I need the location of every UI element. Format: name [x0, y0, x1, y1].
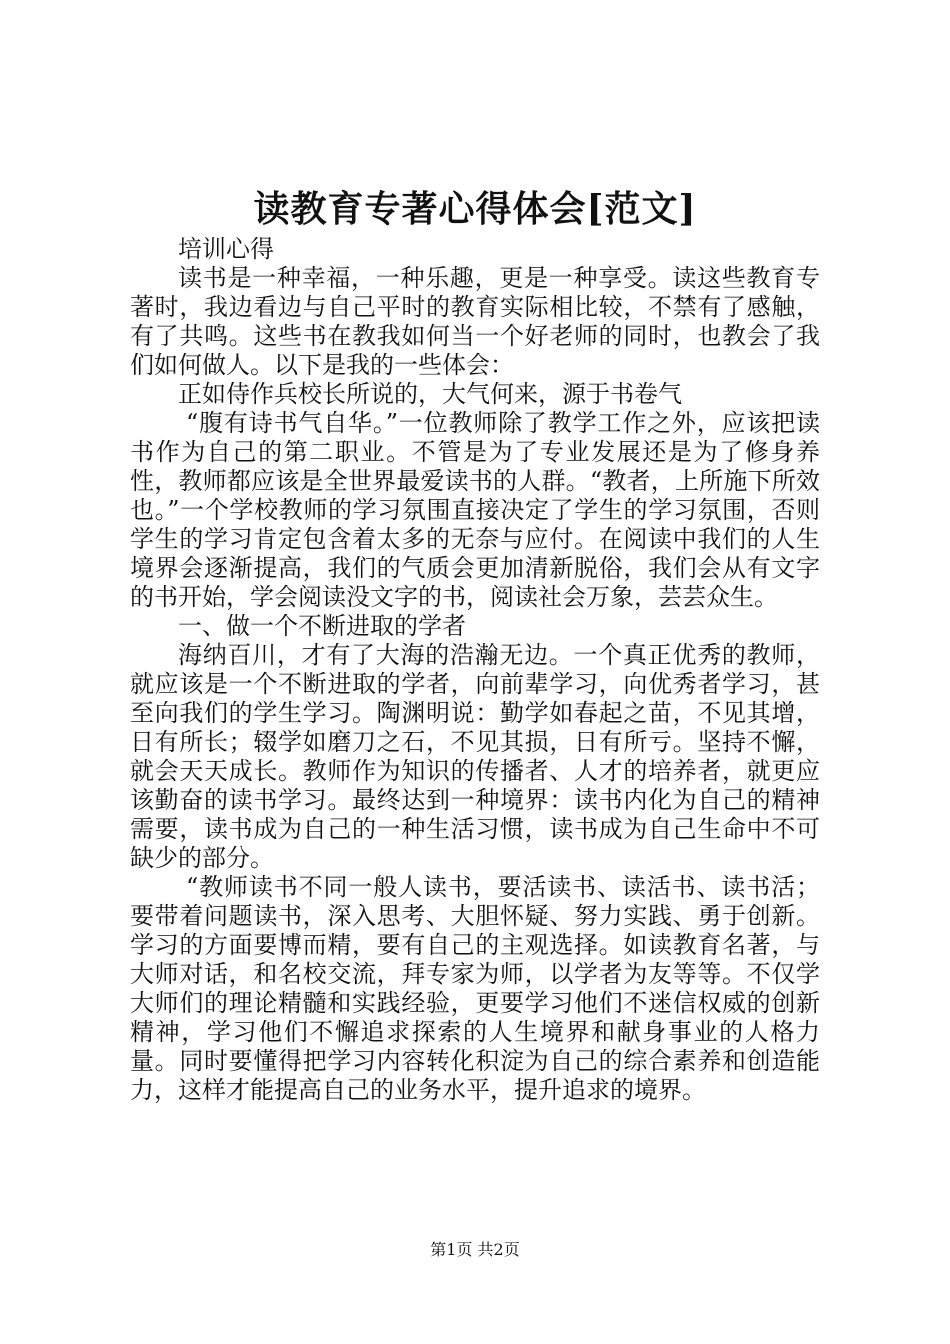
paragraph-intro: 读书是一种幸福，一种乐趣，更是一种享受。读这些教育专著时，我边看边与自己平时的教育实际相比较，不禁有了感触，有了共鸣。这些书在教我如何当一个好老师的同时，也教会了我们如何做人。以下是我的一些体会：: [130, 264, 820, 379]
document-body: [130, 235, 820, 1105]
paragraph-teacher-reading: “教师读书不同一般人读书，要活读书、读活书、读书活；要带着问题读书，深入思考、大胆怀疑、努力实践、勇于创新。学习的方面要博而精，要有自己的主观选择。如读教育名著，与大师对话，和名校交流，拜专家为师，以学者为友等等。不仅学大师们的理论精髓和实践经验，更要学习他们不迷信权威的创新精神，学习他们不懈追求探索的人生境界和献身事业的人格力量。同时要懂得把学习内容转化积淀为自己的综合素养和创造能力，这样才能提高自己的业务水平，提升追求的境界。: [130, 873, 820, 1104]
document-title: 读教育专著心得体会[范文]: [253, 188, 697, 230]
page-footer: 第1页 共2页: [430, 1240, 520, 1259]
paragraph-heading-training: 培训心得: [178, 235, 274, 263]
paragraph-quote-principal: 正如侍作兵校长所说的，大气何来，源于书卷气: [178, 380, 682, 408]
section-heading-one: 一、做一个不断进取的学者: [178, 612, 466, 640]
paragraph-poetry: “腹有诗书气自华。”一位教师除了教学工作之外，应该把读书作为自己的第二职业。不管是为了专业发展还是为了修身养性，教师都应该是全世界最爱读书的人群。“教者，上所施下所效也。”一个学校教师的学习氛围直接决定了学生的学习氛围，否则学生的学习肯定包含着太多的无奈与应付。在阅读中我们的人生境界会逐渐提高，我们的气质会更加清新脱俗，我们会从有文字的书开始，学会阅读没文字的书，阅读社会万象，芸芸众生。: [130, 409, 820, 611]
paragraph-learner: 海纳百川，才有了大海的浩瀚无边。一个真正优秀的教师，就应该是一个不断进取的学者，向前辈学习，向优秀者学习，甚至向我们的学生学习。陶渊明说：勤学如春起之苗，不见其增，日有所长；辍学如磨刀之石，不见其损，日有所亏。坚持不懈，就会天天成长。教师作为知识的传播者、人才的培养者，就更应该勤奋的读书学习。最终达到一种境界：读书内化为自己的精神需要，读书成为自己的一种生活习惯，读书成为自己生命中不可缺少的部分。: [130, 641, 820, 872]
